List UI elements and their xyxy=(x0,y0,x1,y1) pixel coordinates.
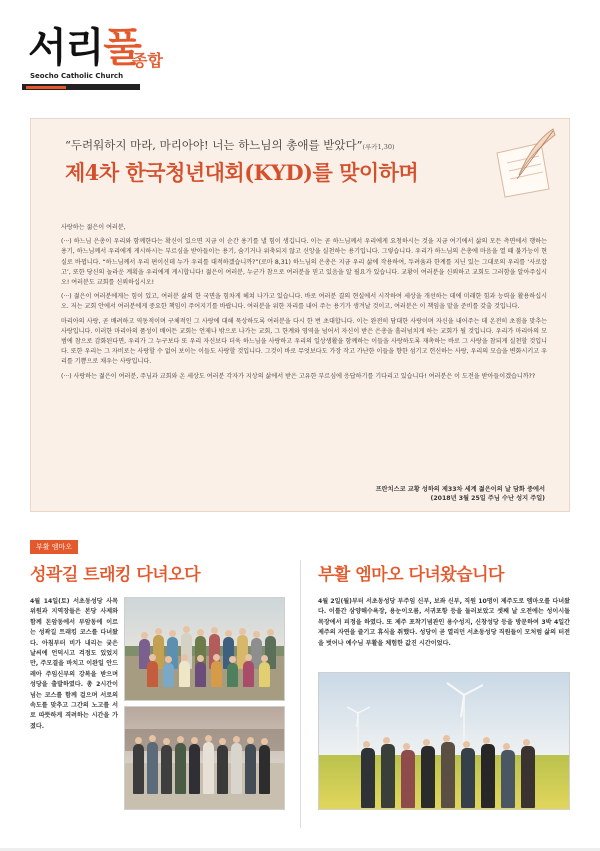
feature-box xyxy=(30,118,570,512)
article-left-title: 성곽길 트래킹 다녀오다 xyxy=(30,565,201,585)
masthead-title-main: 서리 xyxy=(28,25,104,71)
article-left-text: 4월 14일(토) 서초동성당 사목위원과 지역장들은 본당 사제와 함께 돈암동에서 부암동에 이르는 성곽길 트래킹 코스를 다녀왔다. 아침부터 비가 내리는 궂은 날씨에 언덕시고 걱정도 있었지만, 주모결을 바치고 이완일 안드레아 주임신부의 강복을 받으며 성당을 출발하였다. 총 2시간이 넘는 코스를 함께 걸으며 서로의 속도를 맞추고 그간의 노고를 서로 따뜻하게 격려하는 시간을 가졌다. xyxy=(30,598,118,730)
letter-paragraph: (···) 젊은이 여러분에게는 힘이 있고, 여러분 삶의 한 국면을 힘차게 헤쳐 나가고 있습니다. 바로 여러분 결의 현실에서 시작하여 세상을 개선하는 데에 미래한 힘과 능력을 활용하십시오. 저는 교회 안에서 여러분에게 중요한 책임이 주어지기를 바랍니다. 여러분을 위한 자리를 내어 주는 용기가 생겨날 것이고, 여러분은 이 책임을 맡을 준비를 갖출 것입니다. xyxy=(61,293,547,311)
letter-paragraph: 마리아의 사랑, 곧 배려하고 역동적이며 구체적인 그 사랑에 대해 묵상하도록 여러분을 다시 한 번 초대합니다. 이는 완전히 담대한 사랑이며 자신을 내어주는 데 온전히 초점을 맞추는 사랑입니다. 이러한 마리아의 품성이 배어든 교회는 언제나 밖으로 나가는 교회, 그 한계와 영역을 넘어서 자신이 받은 은총을 흘러넘치게 하는 교회가 될 것입니다. 우리가 마리아의 모범에 참으로 감화된다면, 우리가 그 누구보다 또 우리 자신보다 더욱 하느님을 사랑하고 우리의 일상생활을 함께하는 이들을 사랑하도록 재촉하는 바로 그 사랑을 참되게 실천할 것입니다. 또한 우리는 그 자비로는 사랑할 수 없어 보이는 이들도 사랑할 것입니다. 그것이 바로 무엇보다도 가장 작고 가난한 이들을 향한 섬기고 헌신하는 사랑, 우리의 모습을 변화시키고 우리를 기쁨으로 채우는 사랑입니다. xyxy=(61,317,547,366)
column-divider xyxy=(300,560,301,828)
article-right-title: 부활 엠마오 다녀왔습니다 xyxy=(318,565,504,585)
quill-paper-icon xyxy=(483,125,563,205)
feature-headline: 제4차 한국청년대회(KYD)를 맞이하며 xyxy=(65,160,419,185)
article-right-text: 4월 2일(월)부터 서초동성당 부주임 신부, 보좌 신부, 직원 10명이 제주도로 엠마오를 다녀왔다. 이틀간 삼양해수욕장, 용눈이오름, 서귀포항 등을 둘러보았고 셋째 날 오전에는 성이시돌 목장에서 피정을 하였다. 또 제주 포착기념관인 용수성지, 신창성당 등을 방문하여 3박 4일간 제주의 자연을 즐기고 휴식을 취했다. 성당이 곧 열리던 서초동성당 직원들이 모처럼 삶의 터전을 벗어나 예수님 부활을 체험한 값진 시간이었다. xyxy=(318,598,570,647)
masthead-section-label: 종합 xyxy=(132,51,163,70)
group-photo-jeju xyxy=(318,672,570,810)
letter-paragraph: (···) 사랑하는 젊은이 여러분, 주님과 교회와 온 세상도 여러분 각자가 지상의 삶에서 받은 고유한 부르심에 응답하기를 기다리고 있습니다! 여러분은 이 도전을 받아들이겠습니까?? xyxy=(61,372,536,380)
feature-quote xyxy=(65,137,395,153)
signature-line-1: 프란치스코 교황 성하의 제33차 세계 젊은이의 날 담화 중에서 xyxy=(375,486,545,493)
masthead xyxy=(22,25,222,98)
letter-paragraph: 사랑하는 젊은이 여러분, xyxy=(61,224,126,231)
letter-signature xyxy=(376,485,545,503)
feature-quote-reference: (루카1,30) xyxy=(362,143,395,151)
group-photo-hike xyxy=(124,597,285,701)
signature-line-2: (2018년 3월 25일 주님 수난 성지 주일) xyxy=(430,495,545,502)
letter-paragraph: (···) 하느님 은총이 우리와 함께한다는 확신이 있으면 지금 이 순간 용기를 낼 힘이 생깁니다. 이는 곧 하느님께서 우리에게 요청하시는 것을 지금 여기에서 삶의 모든 측면에서 행하는 용기, 하느님께서 우리에게 게시하시는 부르심을 받아들이는 용기, 숨기거나 위축되지 않고 신앙을 실천하는 용기입니다. 그렇습니다. 우리가 하느님의 은총에 마음을 열 때 불가능이 현실로 바뀝니다. “하느님께서 우리 편이신데 누가 우리를 대적하겠습니까?”(로마 8,31) 하느님의 은총은 지금 우리 삶에 작용하여, 두려움과 한계를 지닌 있는 그대로의 우리를 ‘사로잡고’, 또한 당신의 놀라운 계획을 우리에게 게시합니다! 젊은이 여러분, 누군가 참으로 여러분을 믿고 있음을 알 필요가 있습니다. 교황이 여러분을 신뢰하고 교회도 그러함을 알아주십시오! 여러분도 교회를 신뢰하십시오! xyxy=(61,238,547,287)
masthead-title-end: 풀 xyxy=(103,25,141,71)
group-photo-path xyxy=(124,706,285,810)
masthead-subtitle: Seocho Catholic Church xyxy=(30,72,124,80)
section-tag: 부활 엠마오 xyxy=(30,540,78,554)
feature-letter xyxy=(61,223,547,386)
masthead-title xyxy=(28,25,141,71)
feature-quote-text: “두려워하지 마라, 마리아야! 너는 하느님의 총애를 받았다” xyxy=(65,138,363,152)
masthead-underline-accent xyxy=(26,86,66,89)
